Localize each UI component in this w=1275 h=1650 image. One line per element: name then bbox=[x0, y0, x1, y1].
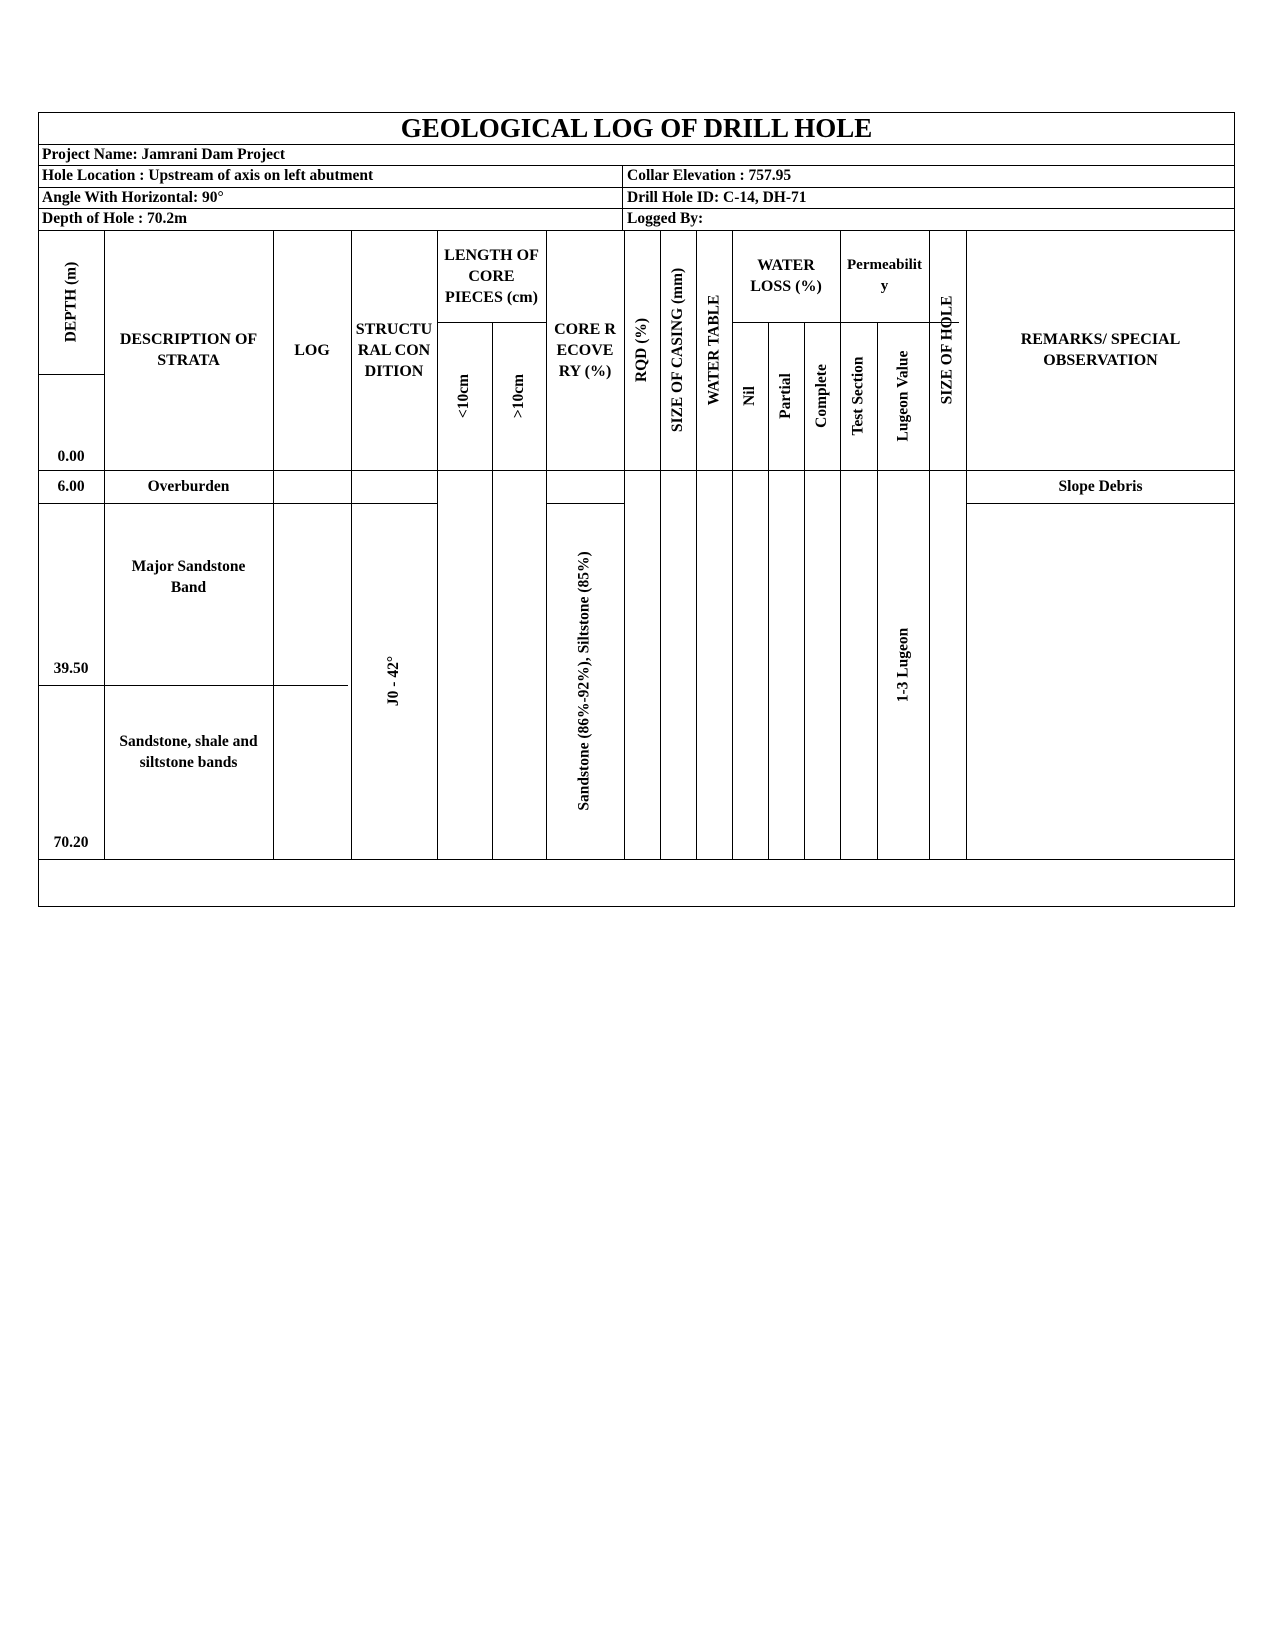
depth-of-hole: Depth of Hole : 70.2m bbox=[42, 210, 188, 227]
core-recovery-header: CORE RECOVERY (%) bbox=[554, 320, 616, 380]
hole-location: Hole Location : Upstream of axis on left abutment bbox=[42, 167, 374, 184]
size-of-hole-header: SIZE OF HOLE bbox=[938, 295, 956, 405]
collar-elevation: Collar Elevation : 757.95 bbox=[627, 167, 792, 184]
row-depth: 6.00 bbox=[57, 478, 85, 495]
water-table-header: WATER TABLE bbox=[705, 294, 722, 406]
project-name: Project Name: Jamrani Dam Project bbox=[42, 146, 286, 163]
core-recovery-value: Sandstone (86%-92%), Siltstone (85%) bbox=[576, 551, 594, 811]
drill-hole-id: Drill Hole ID: C-14, DH-71 bbox=[627, 189, 807, 206]
row-description: Sandstone, shale and siltstone bands bbox=[119, 733, 258, 771]
log-header: LOG bbox=[294, 341, 330, 359]
start-depth: 0.00 bbox=[57, 448, 85, 465]
lugeon-value: 1-3 Lugeon bbox=[894, 627, 911, 702]
row-description: Overburden bbox=[147, 478, 230, 495]
complete-header: Complete bbox=[813, 364, 831, 428]
drill-log-sheet bbox=[38, 112, 1235, 907]
row-depth: 39.50 bbox=[53, 660, 89, 677]
gt10-header: >10cm bbox=[510, 373, 527, 419]
lugeon-value-header: Lugeon Value bbox=[894, 350, 912, 442]
water-loss-header: WATER LOSS (%) bbox=[750, 257, 822, 295]
remarks-header: REMARKS/ SPECIAL OBSERVATION bbox=[1020, 331, 1181, 369]
row-description: Major Sandstone Band bbox=[131, 558, 246, 596]
test-section-header: Test Section bbox=[849, 356, 867, 436]
partial-header: Partial bbox=[777, 373, 794, 419]
row-remarks: Slope Debris bbox=[1058, 478, 1143, 495]
description-header: DESCRIPTION OF STRATA bbox=[119, 331, 258, 369]
logged-by: Logged By: bbox=[627, 210, 704, 227]
length-core-header: LENGTH OF CORE PIECES (cm) bbox=[444, 246, 539, 306]
nil-header: Nil bbox=[741, 386, 758, 406]
angle-with-horizontal: Angle With Horizontal: 90° bbox=[42, 189, 224, 206]
sheet-title: GEOLOGICAL LOG OF DRILL HOLE bbox=[400, 113, 873, 143]
rqd-header: RQD (%) bbox=[633, 317, 650, 383]
casing-header: SIZE OF CASING (mm) bbox=[669, 267, 686, 433]
depth-header: DEPTH (m) bbox=[62, 261, 80, 343]
structural-condition-header: STRUCTURAL CONDITION bbox=[355, 320, 433, 380]
lt10-header: <10cm bbox=[455, 373, 473, 419]
permeability-header: Permeability bbox=[847, 257, 922, 294]
row-depth: 70.20 bbox=[53, 834, 89, 851]
structural-condition-value: J0 - 42° bbox=[385, 655, 402, 707]
